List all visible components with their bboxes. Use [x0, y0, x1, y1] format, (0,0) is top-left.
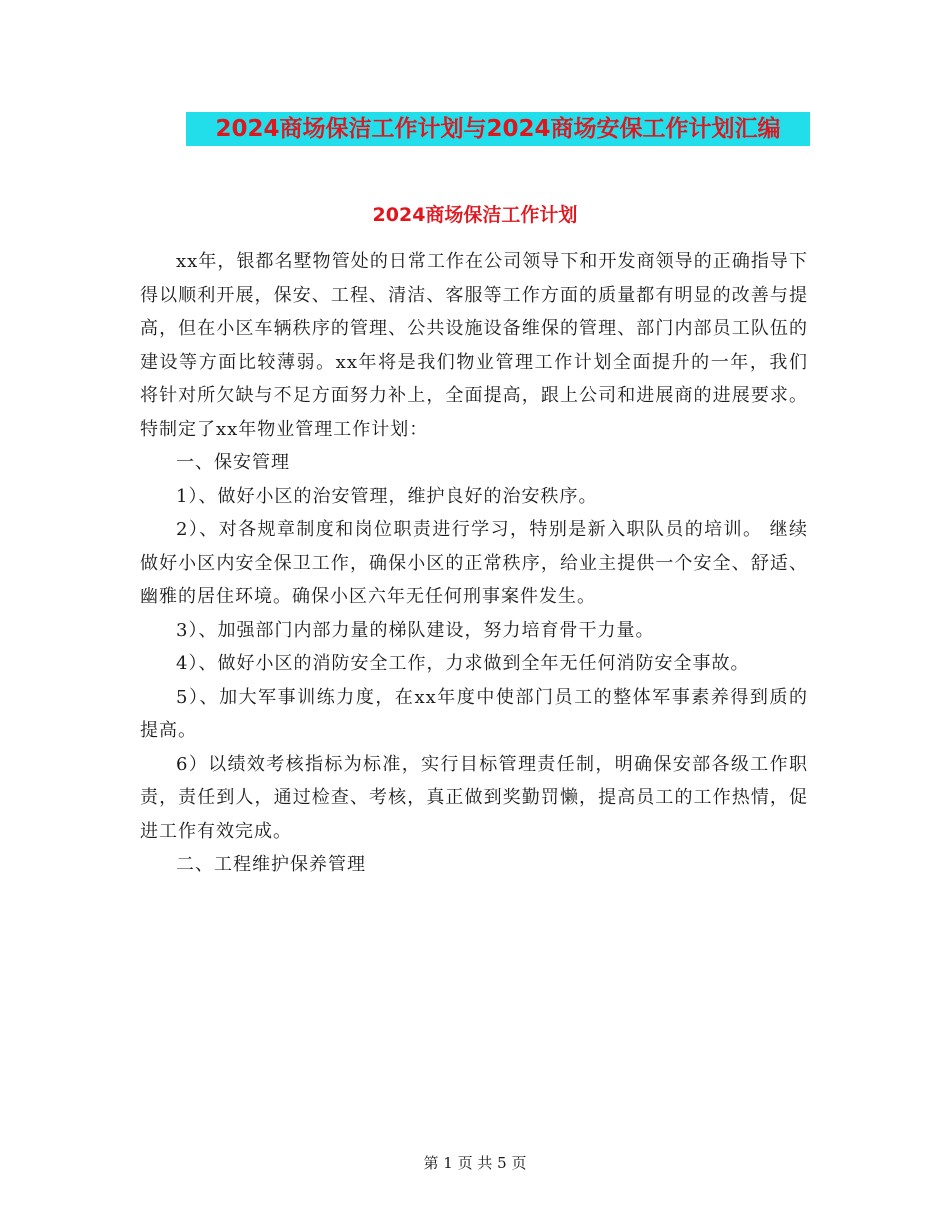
list-item-3: 3）、加强部门内部力量的梯队建设，努力培育骨干力量。 [176, 619, 655, 641]
list-item-5: 5）、加大军事训练力度，在xx年度中使部门员工的整体军事素养得到质的提高。 [140, 686, 808, 741]
document-main-title: 2024商场保洁工作计划与2024商场安保工作计划汇编 [186, 112, 810, 146]
page-number-footer: 第 1 页 共 5 页 [423, 1154, 527, 1172]
document-body [140, 245, 808, 882]
list-item-6: 6）以绩效考核指标为标准，实行目标管理责任制，明确保安部各级工作职责，责任到人，通过检查、考核，真正做到奖勤罚懒，提高员工的工作热情，促进工作有效完成。 [140, 753, 808, 842]
heading-engineering-maintenance: 二、工程维护保养管理 [176, 854, 366, 875]
list-item-2: 2）、对各规章制度和岗位职责进行学习，特别是新入职队员的培训。 继续做好小区内安全保卫工作，确保小区的正常秩序，给业主提供一个安全、舒适、幽雅的居住环境。确保小区六年无任何刑事案件发生。 [140, 519, 808, 607]
list-item-4: 4）、做好小区的消防安全工作，力求做到全年无任何消防安全事故。 [176, 653, 750, 674]
body-paragraph-intro: xx年，银都名墅物管处的日常工作在公司领导下和开发商领导的正确指导下得以顺利开展，保安、工程、清洁、客服等工作方面的质量都有明显的改善与提高，但在小区车辆秩序的管理、公共设施设备维保的管理、部门内部员工队伍的 建设等方面比较薄弱。xx年将是我们物业管理工作计划全面提升的一年，我们将针对所欠缺与不足方面努力补上，全面提高，跟上公司和进展商的进展要求。特制定了xx年物业管理工作计划： [140, 251, 808, 440]
heading-security-management: 一、保安管理 [176, 452, 290, 473]
list-item-1: 1）、做好小区的治安管理，维护良好的治安秩序。 [176, 485, 598, 507]
section-title: 2024商场保洁工作计划 [372, 204, 578, 226]
